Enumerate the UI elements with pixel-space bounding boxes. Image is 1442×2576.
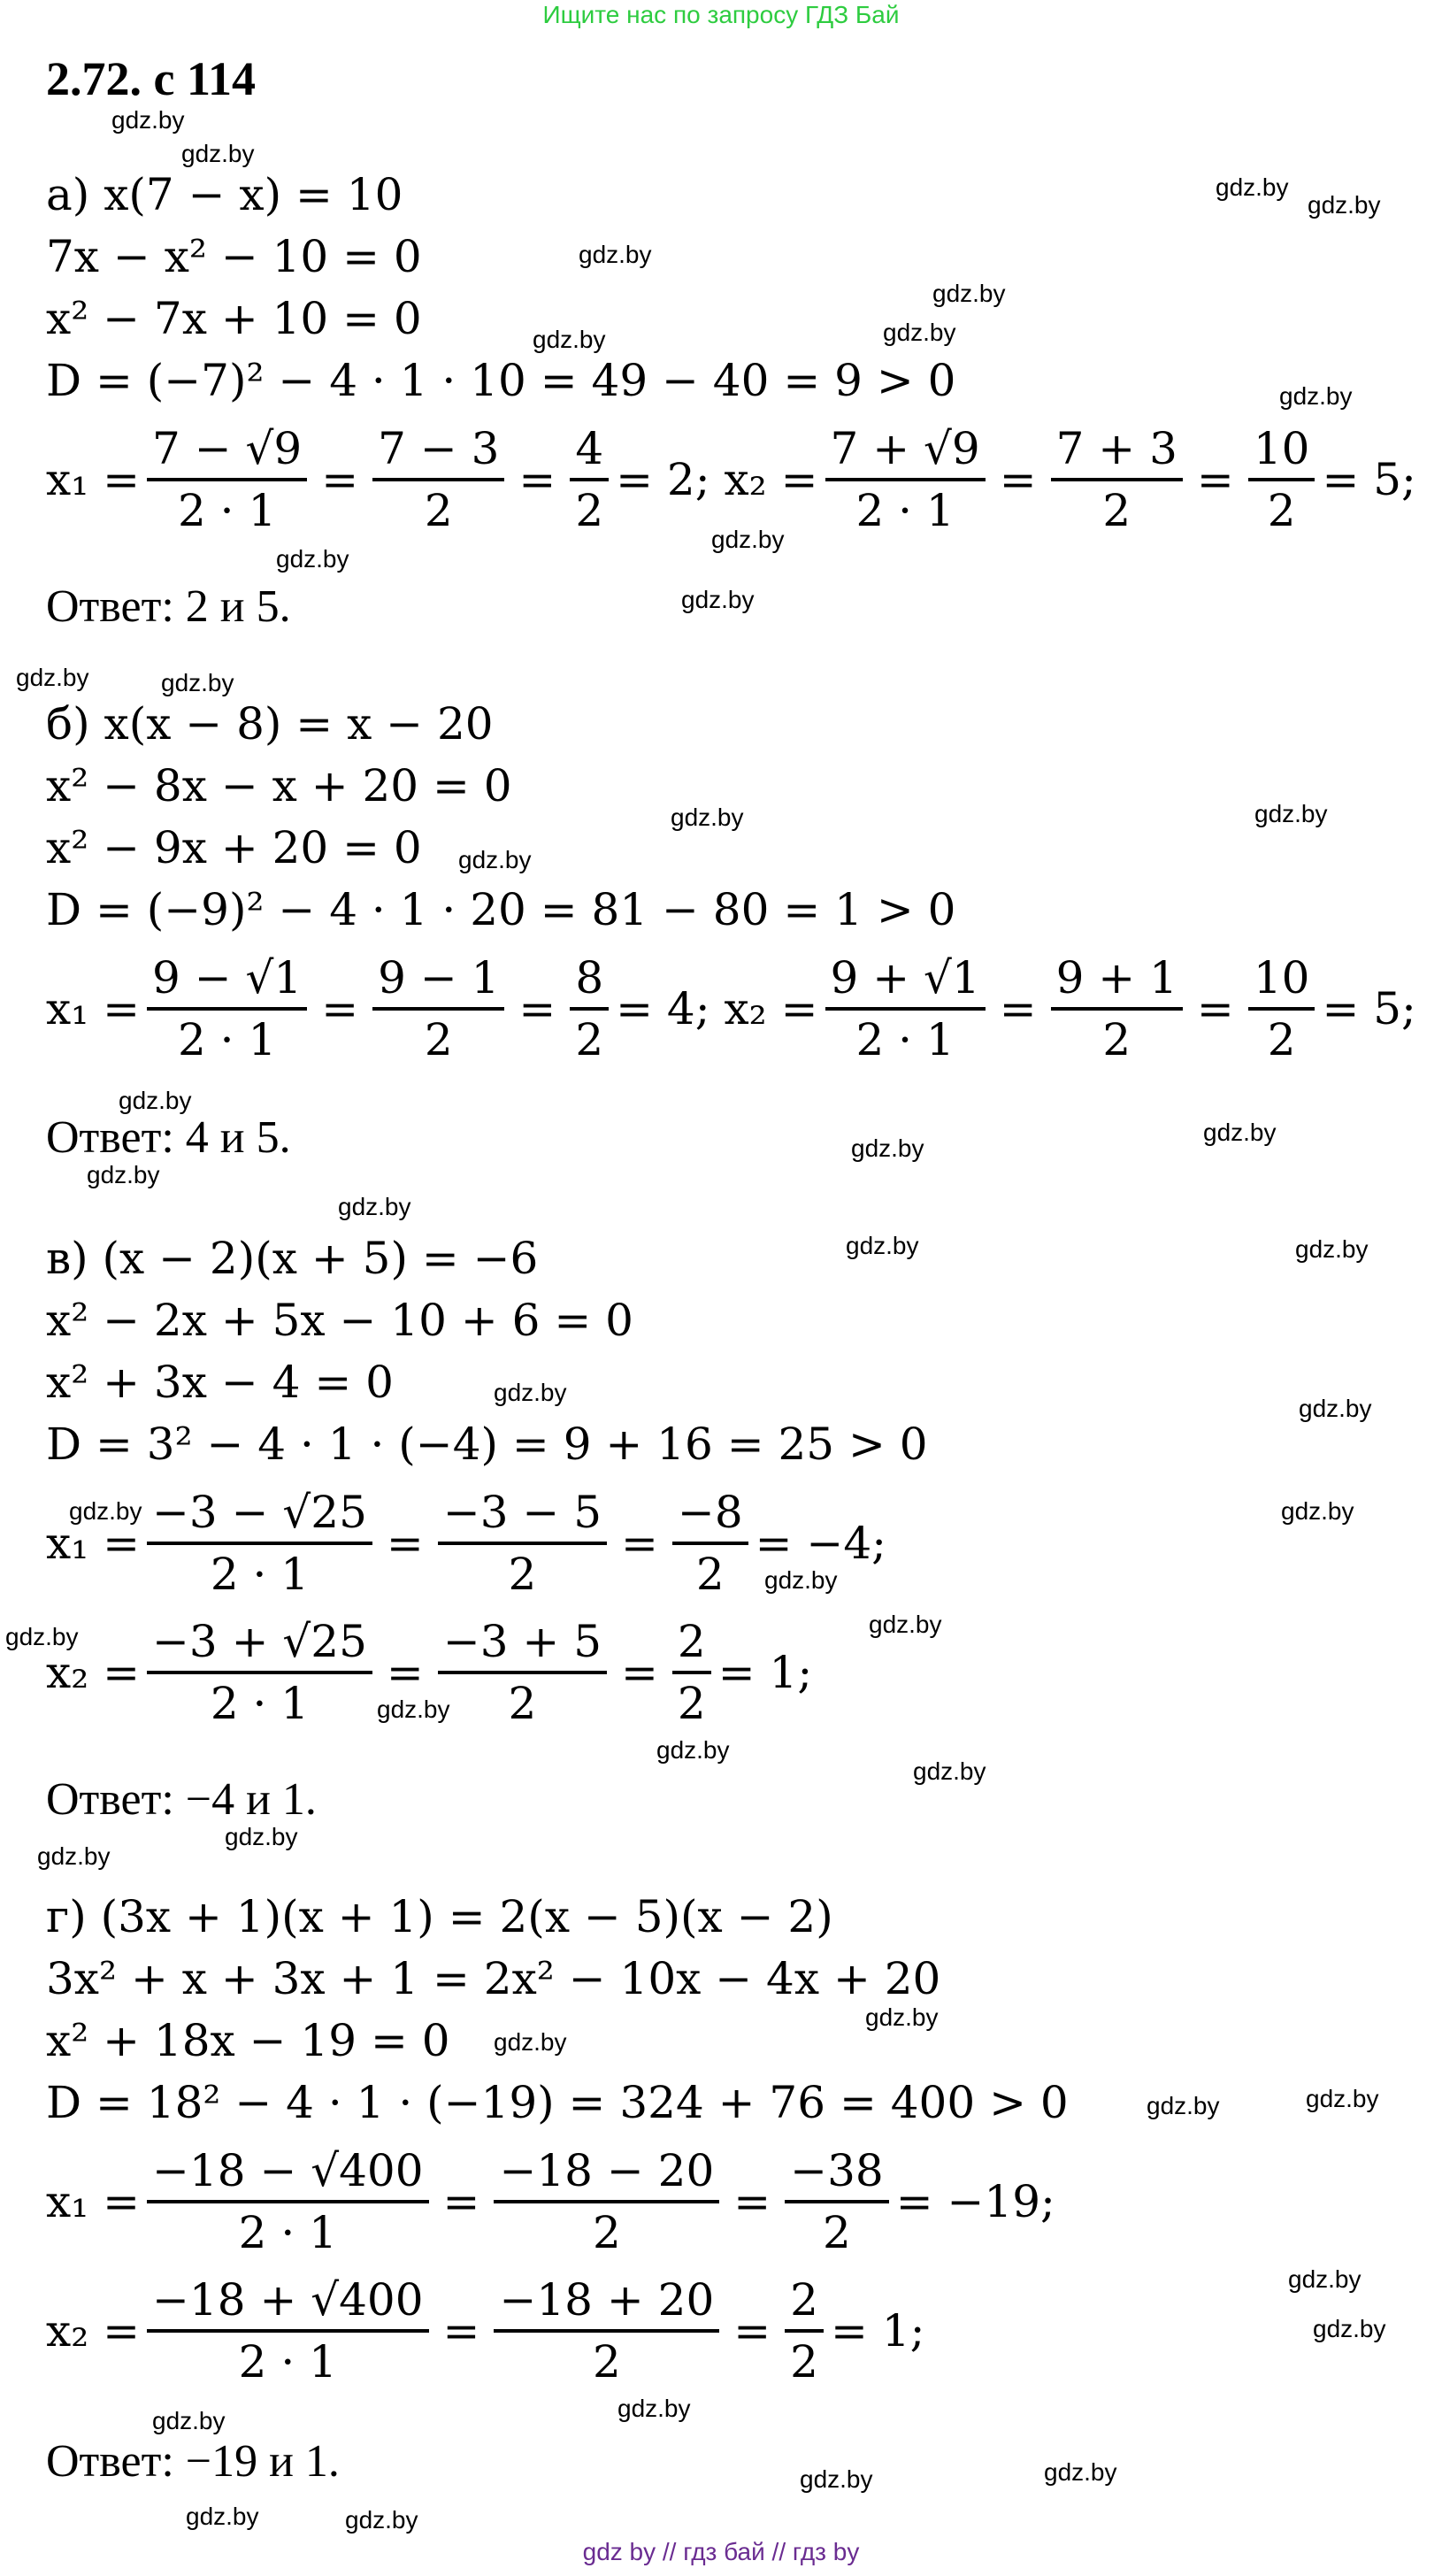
- watermark: gdz.by: [800, 2465, 873, 2493]
- fraction: [825, 423, 986, 536]
- watermark: gdz.by: [377, 1696, 450, 1723]
- fraction: [672, 1487, 748, 1600]
- denominator: 2: [677, 1678, 706, 1729]
- denominator: 2: [695, 1549, 725, 1600]
- root-separator: = 2; x₂ =: [616, 454, 818, 505]
- equals-sign: =: [999, 983, 1037, 1034]
- part-b-step-1: x² − 8x − x + 20 = 0: [46, 760, 512, 811]
- denominator: 2: [508, 1678, 537, 1729]
- part-b-step-2: x² − 9x + 20 = 0: [46, 822, 422, 873]
- root-result: = 1;: [830, 2305, 925, 2357]
- watermark: gdz.by: [1147, 2092, 1220, 2119]
- part-a-discriminant: D = (−7)² − 4 · 1 · 10 = 49 − 40 = 9 > 0: [46, 355, 956, 406]
- fraction: [147, 1616, 372, 1729]
- root-label: x₁ =: [46, 454, 141, 505]
- watermark: gdz.by: [494, 2028, 567, 2056]
- root-label: x₁ =: [46, 2176, 141, 2227]
- watermark: gdz.by: [617, 2395, 691, 2422]
- numerator: −38: [785, 2145, 889, 2203]
- part-c-equation: в) (x − 2)(x + 5) = −6: [46, 1233, 539, 1284]
- part-b-roots: [46, 952, 1416, 1065]
- root-result: = 1;: [717, 1647, 813, 1698]
- numerator: 7 + √9: [825, 423, 986, 481]
- denominator: 2: [1267, 1014, 1296, 1065]
- watermark: gdz.by: [111, 106, 185, 134]
- fraction: [147, 2145, 429, 2258]
- watermark: gdz.by: [16, 664, 89, 691]
- part-d-answer: Ответ: −19 и 1.: [46, 2436, 340, 2487]
- numerator: 8: [570, 952, 609, 1011]
- root-label: x₂ =: [46, 2305, 141, 2357]
- fraction: [785, 2274, 824, 2388]
- watermark: gdz.by: [276, 545, 349, 573]
- denominator: 2 · 1: [238, 2336, 337, 2388]
- root-result: = 5;: [1322, 454, 1416, 505]
- numerator: 7 − √9: [147, 423, 307, 481]
- watermark: gdz.by: [913, 1757, 986, 1785]
- fraction: [147, 423, 307, 536]
- fraction: [825, 952, 986, 1065]
- fraction: [147, 1487, 372, 1600]
- part-d-step-1: 3x² + x + 3x + 1 = 2x² − 10x − 4x + 20: [46, 1953, 941, 2004]
- equals-sign: =: [733, 2176, 771, 2227]
- denominator: 2 · 1: [210, 1549, 310, 1600]
- numerator: 9 + 1: [1051, 952, 1183, 1011]
- denominator: 2: [575, 485, 604, 536]
- denominator: 2: [592, 2207, 621, 2258]
- watermark: gdz.by: [671, 804, 744, 831]
- equals-sign: =: [518, 983, 556, 1034]
- part-a-step-1: 7x − x² − 10 = 0: [46, 231, 422, 282]
- root-result: = −4;: [755, 1518, 886, 1569]
- watermark: gdz.by: [711, 526, 785, 553]
- watermark: gdz.by: [152, 2407, 226, 2434]
- equals-sign: =: [733, 2305, 771, 2357]
- watermark: gdz.by: [87, 1161, 160, 1188]
- fraction: [494, 2145, 719, 2258]
- numerator: −3 − 5: [438, 1487, 607, 1545]
- root-result: = 5;: [1322, 983, 1416, 1034]
- watermark: gdz.by: [37, 1842, 111, 1870]
- denominator: 2: [823, 2207, 851, 2258]
- watermark: gdz.by: [579, 241, 652, 268]
- part-c-root-1: [46, 1487, 886, 1600]
- part-c-discriminant: D = 3² − 4 · 1 · (−4) = 9 + 16 = 25 > 0: [46, 1419, 928, 1470]
- watermark: gdz.by: [225, 1823, 298, 1850]
- equals-sign: =: [518, 454, 556, 505]
- fraction: [438, 1487, 607, 1600]
- fraction: [1248, 952, 1315, 1065]
- equals-sign: =: [621, 1518, 658, 1569]
- part-d-root-1: [46, 2145, 1055, 2258]
- denominator: 2: [592, 2336, 621, 2388]
- numerator: −18 − 20: [494, 2145, 719, 2203]
- numerator: −18 + √400: [147, 2274, 429, 2333]
- watermark: gdz.by: [1203, 1119, 1277, 1146]
- denominator: 2 · 1: [210, 1678, 310, 1729]
- watermark: gdz.by: [1254, 800, 1328, 827]
- numerator: 9 − √1: [147, 952, 307, 1011]
- numerator: −3 + √25: [147, 1616, 372, 1674]
- part-a-step-2: x² − 7x + 10 = 0: [46, 293, 422, 344]
- part-a-equation: а) x(7 − x) = 10: [46, 169, 403, 220]
- watermark: gdz.by: [533, 326, 606, 353]
- watermark: gdz.by: [869, 1611, 942, 1638]
- watermark: gdz.by: [1288, 2265, 1361, 2293]
- fraction: [372, 423, 504, 536]
- part-d-equation: г) (3x + 1)(x + 1) = 2(x − 5)(x − 2): [46, 1891, 833, 1942]
- denominator: 2 · 1: [855, 485, 955, 536]
- watermark: gdz.by: [1281, 1497, 1354, 1525]
- part-d-discriminant: D = 18² − 4 · 1 · (−19) = 324 + 76 = 400 > 0: [46, 2077, 1069, 2128]
- watermark: gdz.by: [1306, 2085, 1379, 2112]
- fraction: [1051, 423, 1183, 536]
- numerator: 2: [672, 1616, 711, 1674]
- watermark: gdz.by: [5, 1623, 79, 1650]
- watermark: gdz.by: [1044, 2458, 1117, 2486]
- root-label: x₁ =: [46, 1518, 141, 1569]
- part-c-step-1: x² − 2x + 5x − 10 + 6 = 0: [46, 1295, 633, 1346]
- watermark: gdz.by: [1216, 173, 1289, 201]
- watermark: gdz.by: [494, 1379, 567, 1406]
- equals-sign: =: [321, 454, 359, 505]
- numerator: 10: [1248, 952, 1315, 1011]
- watermark: gdz.by: [932, 280, 1006, 307]
- numerator: −18 + 20: [494, 2274, 719, 2333]
- root-separator: = 4; x₂ =: [616, 983, 818, 1034]
- numerator: 10: [1248, 423, 1315, 481]
- fraction: [147, 952, 307, 1065]
- watermark: gdz.by: [681, 586, 755, 613]
- denominator: 2 · 1: [238, 2207, 337, 2258]
- watermark: gdz.by: [1308, 191, 1381, 219]
- watermark: gdz.by: [69, 1497, 142, 1525]
- numerator: 7 + 3: [1051, 423, 1183, 481]
- denominator: 2: [424, 485, 453, 536]
- denominator: 2: [1267, 485, 1296, 536]
- watermark: gdz.by: [119, 1087, 192, 1114]
- watermark: gdz.by: [338, 1193, 411, 1220]
- fraction: [672, 1616, 711, 1729]
- denominator: 2: [1102, 1014, 1131, 1065]
- part-b-discriminant: D = (−9)² − 4 · 1 · 20 = 81 − 80 = 1 > 0: [46, 884, 956, 935]
- fraction: [785, 2145, 889, 2258]
- watermark: gdz.by: [181, 140, 255, 167]
- root-label: x₁ =: [46, 983, 141, 1034]
- numerator: 4: [570, 423, 609, 481]
- equals-sign: =: [621, 1647, 658, 1698]
- equals-sign: =: [386, 1518, 424, 1569]
- fraction: [372, 952, 504, 1065]
- equals-sign: =: [1196, 454, 1234, 505]
- watermark: gdz.by: [345, 2506, 418, 2534]
- watermark: gdz.by: [764, 1566, 838, 1594]
- equals-sign: =: [321, 983, 359, 1034]
- numerator: 7 − 3: [372, 423, 504, 481]
- equals-sign: =: [999, 454, 1037, 505]
- numerator: −8: [672, 1487, 748, 1545]
- root-result: = −19;: [895, 2176, 1055, 2227]
- part-a-answer: Ответ: 2 и 5.: [46, 581, 291, 632]
- numerator: 9 + √1: [825, 952, 986, 1011]
- fraction: [438, 1616, 607, 1729]
- watermark: gdz.by: [851, 1134, 924, 1162]
- watermark: gdz.by: [1295, 1235, 1369, 1263]
- part-b-equation: б) x(x − 8) = x − 20: [46, 698, 494, 750]
- fraction: [570, 423, 609, 536]
- denominator: 2: [1102, 485, 1131, 536]
- equals-sign: =: [442, 2176, 480, 2227]
- watermark: gdz.by: [1313, 2315, 1386, 2342]
- part-c-answer: Ответ: −4 и 1.: [46, 1774, 317, 1825]
- numerator: −18 − √400: [147, 2145, 429, 2203]
- equals-sign: =: [442, 2305, 480, 2357]
- exercise-title: 2.72. с 114: [46, 52, 256, 105]
- numerator: −3 − √25: [147, 1487, 372, 1545]
- watermark: gdz.by: [161, 669, 234, 696]
- fraction: [570, 952, 609, 1065]
- watermark: gdz.by: [1279, 382, 1353, 410]
- part-b-answer: Ответ: 4 и 5.: [46, 1112, 291, 1163]
- search-ad-banner[interactable]: Ищите нас по запросу ГДЗ Бай: [542, 1, 900, 28]
- fraction: [1051, 952, 1183, 1065]
- denominator: 2: [575, 1014, 604, 1065]
- watermark: gdz.by: [865, 2003, 939, 2031]
- watermark: gdz.by: [186, 2503, 259, 2530]
- fraction: [147, 2274, 429, 2388]
- part-a-roots: [46, 423, 1416, 536]
- watermark: gdz.by: [1299, 1395, 1372, 1422]
- numerator: −3 + 5: [438, 1616, 607, 1674]
- numerator: 9 − 1: [372, 952, 504, 1011]
- denominator: 2 · 1: [855, 1014, 955, 1065]
- part-c-step-2: x² + 3x − 4 = 0: [46, 1357, 394, 1408]
- watermark: gdz.by: [846, 1232, 919, 1259]
- root-label: x₂ =: [46, 1647, 141, 1698]
- denominator: 2 · 1: [177, 485, 277, 536]
- denominator: 2: [424, 1014, 453, 1065]
- footer-links[interactable]: gdz by // гдз бай // гдз by: [582, 2538, 860, 2565]
- denominator: 2: [508, 1549, 537, 1600]
- part-d-root-2: [46, 2274, 924, 2388]
- watermark: gdz.by: [458, 846, 532, 873]
- fraction: [1248, 423, 1315, 536]
- equals-sign: =: [1196, 983, 1234, 1034]
- watermark: gdz.by: [656, 1736, 730, 1764]
- fraction: [494, 2274, 719, 2388]
- part-d-step-2: x² + 18x − 19 = 0: [46, 2015, 450, 2066]
- watermark: gdz.by: [883, 319, 956, 346]
- numerator: 2: [785, 2274, 824, 2333]
- denominator: 2 · 1: [177, 1014, 277, 1065]
- equals-sign: =: [386, 1647, 424, 1698]
- denominator: 2: [790, 2336, 818, 2388]
